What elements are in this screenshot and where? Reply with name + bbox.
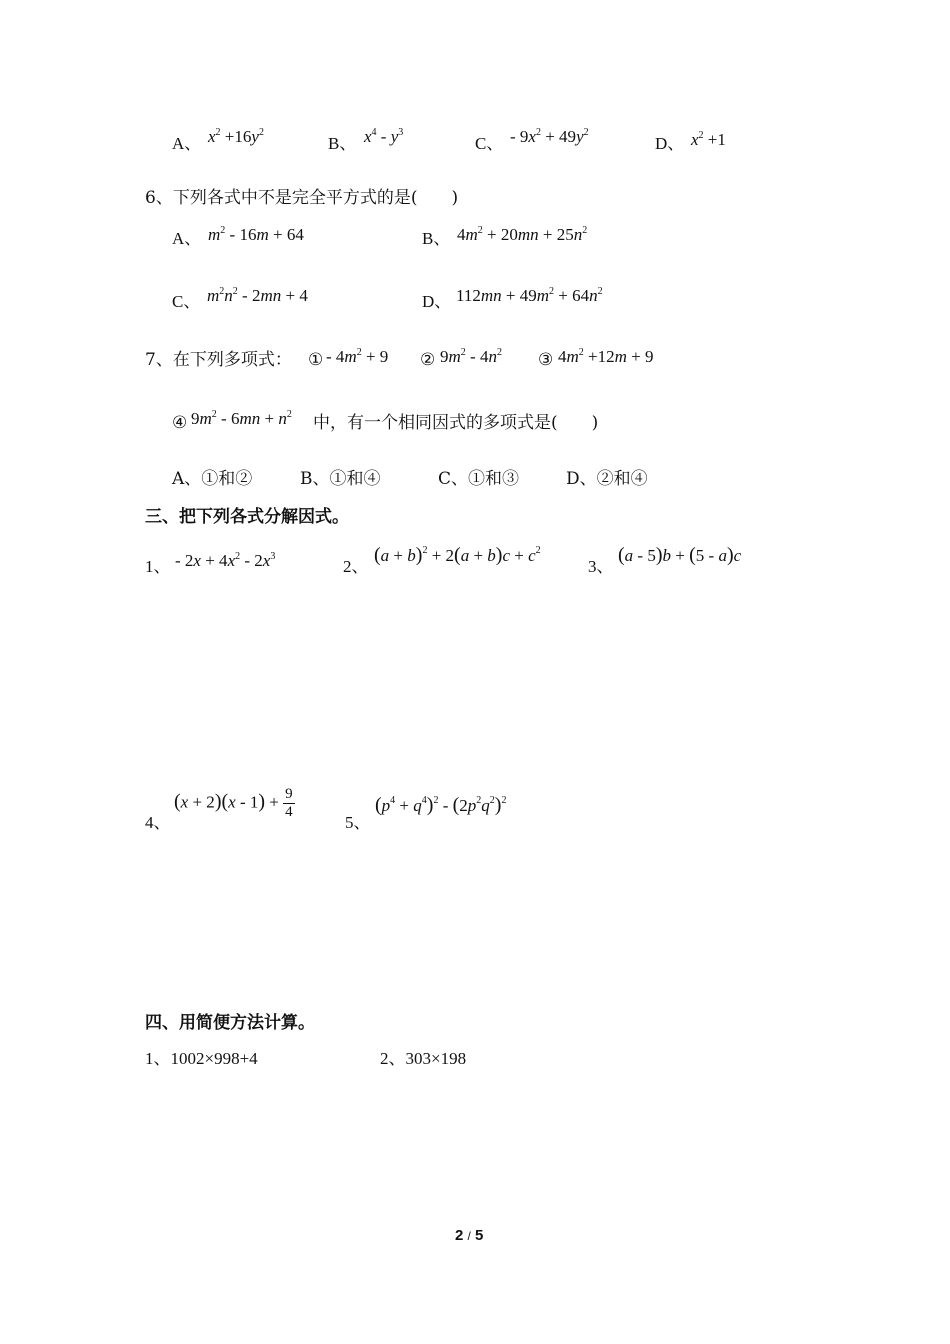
q7-marker-4: ④ (172, 413, 188, 433)
q5-option-a-expr: $x^2 +16y^2$ (208, 127, 264, 146)
q5-option-c-expr: - $9x^2 + 49y^2$ (510, 127, 589, 146)
q7-poly-1: - $4m^2 + 9$ (326, 347, 389, 366)
s3-problem-4-expr: (x + 2)(x - 1) + $\frac{9}{4}$ (174, 786, 293, 820)
section-3-heading: 三、把下列各式分解因式。 (145, 507, 349, 527)
q6-option-c-label: C、 (172, 292, 201, 311)
q5-option-b (328, 134, 356, 154)
page-total: 5 (475, 1227, 484, 1244)
q5-option-d-label: D、 (655, 134, 685, 153)
q7-option-c: C、①和③ (438, 469, 520, 489)
s3-problem-3-label: 3、 (588, 557, 614, 576)
q7-option-b: B、①和④ (300, 469, 381, 489)
q6-option-b-expr: $4m^2 + 20mn + 25n^2$ (457, 225, 588, 244)
q6-option-c-expr: $m^2n^2 - 2mn + 4$ (207, 286, 308, 305)
q7-marker-2: ② (420, 350, 436, 370)
q7-poly-3: $4m^2 +12m + 9$ (558, 347, 654, 366)
q5-option-a-label: A、 (172, 134, 202, 153)
s3-problem-1-label: 1、 (145, 557, 171, 576)
q7-stem-prefix: 7、在下列多项式： (145, 350, 292, 370)
s3-problem-5-label: 5、 (345, 813, 371, 832)
q5-option-a (172, 134, 201, 154)
q6-option-a-label: A、 (172, 229, 202, 248)
s3-problem-1-expr: - $2x + 4x^2 - 2x^3$ (175, 551, 276, 570)
s4-problem-1: 1、1002×998+4 (145, 1049, 258, 1068)
q7-stem-suffix: 中，有一个相同因式的多项式是( ) (313, 413, 599, 433)
section-4-heading: 四、用简便方法计算。 (145, 1013, 315, 1033)
q5-option-b-expr: $x^4 - y^3$ (364, 127, 404, 146)
s3-problem-3-expr: (a - 5)b + (5 - a)c (618, 544, 742, 566)
q5-option-d (655, 134, 684, 154)
q6-option-d-expr: $112mn + 49m^2 + 64n^2$ (456, 286, 603, 305)
page-current: 2 (455, 1227, 464, 1244)
q7-marker-1: ① (308, 350, 324, 370)
q5-option-b-label: B、 (328, 134, 357, 153)
q6-option-a-expr: $m^2 - 16m + 64$ (208, 225, 304, 244)
q7-marker-3: ③ (538, 350, 554, 370)
q7-option-a: A、①和② (172, 469, 253, 489)
q6-option-b-label: B、 (422, 229, 451, 248)
s4-problem-2: 2、303×198 (380, 1049, 467, 1068)
q5-option-c (475, 134, 503, 154)
q5-option-d-expr: $x^2 +1$ (691, 130, 726, 149)
q7-poly-2: $9m^2 - 4n^2$ (440, 347, 502, 366)
s3-problem-2-label: 2、 (343, 557, 369, 576)
q7-poly-4: $9m^2 - 6mn + n^2$ (191, 409, 292, 428)
page-number (455, 1227, 483, 1244)
page-separator: / (467, 1229, 471, 1243)
s3-problem-4-label: 4、 (145, 813, 171, 832)
q7-option-d: D、②和④ (566, 469, 648, 489)
s3-problem-5-expr: $(p^4 + q^4)^2 - (2p^2q^2)^2$ (375, 794, 507, 816)
q5-option-c-label: C、 (475, 134, 504, 153)
q6-option-d-label: D、 (422, 292, 452, 311)
q6-stem: 6、下列各式中不是完全平方式的是( ) (145, 188, 459, 208)
s3-problem-2-expr: $(a + b)^2 + 2(a + b)c + c^2$ (374, 544, 541, 566)
